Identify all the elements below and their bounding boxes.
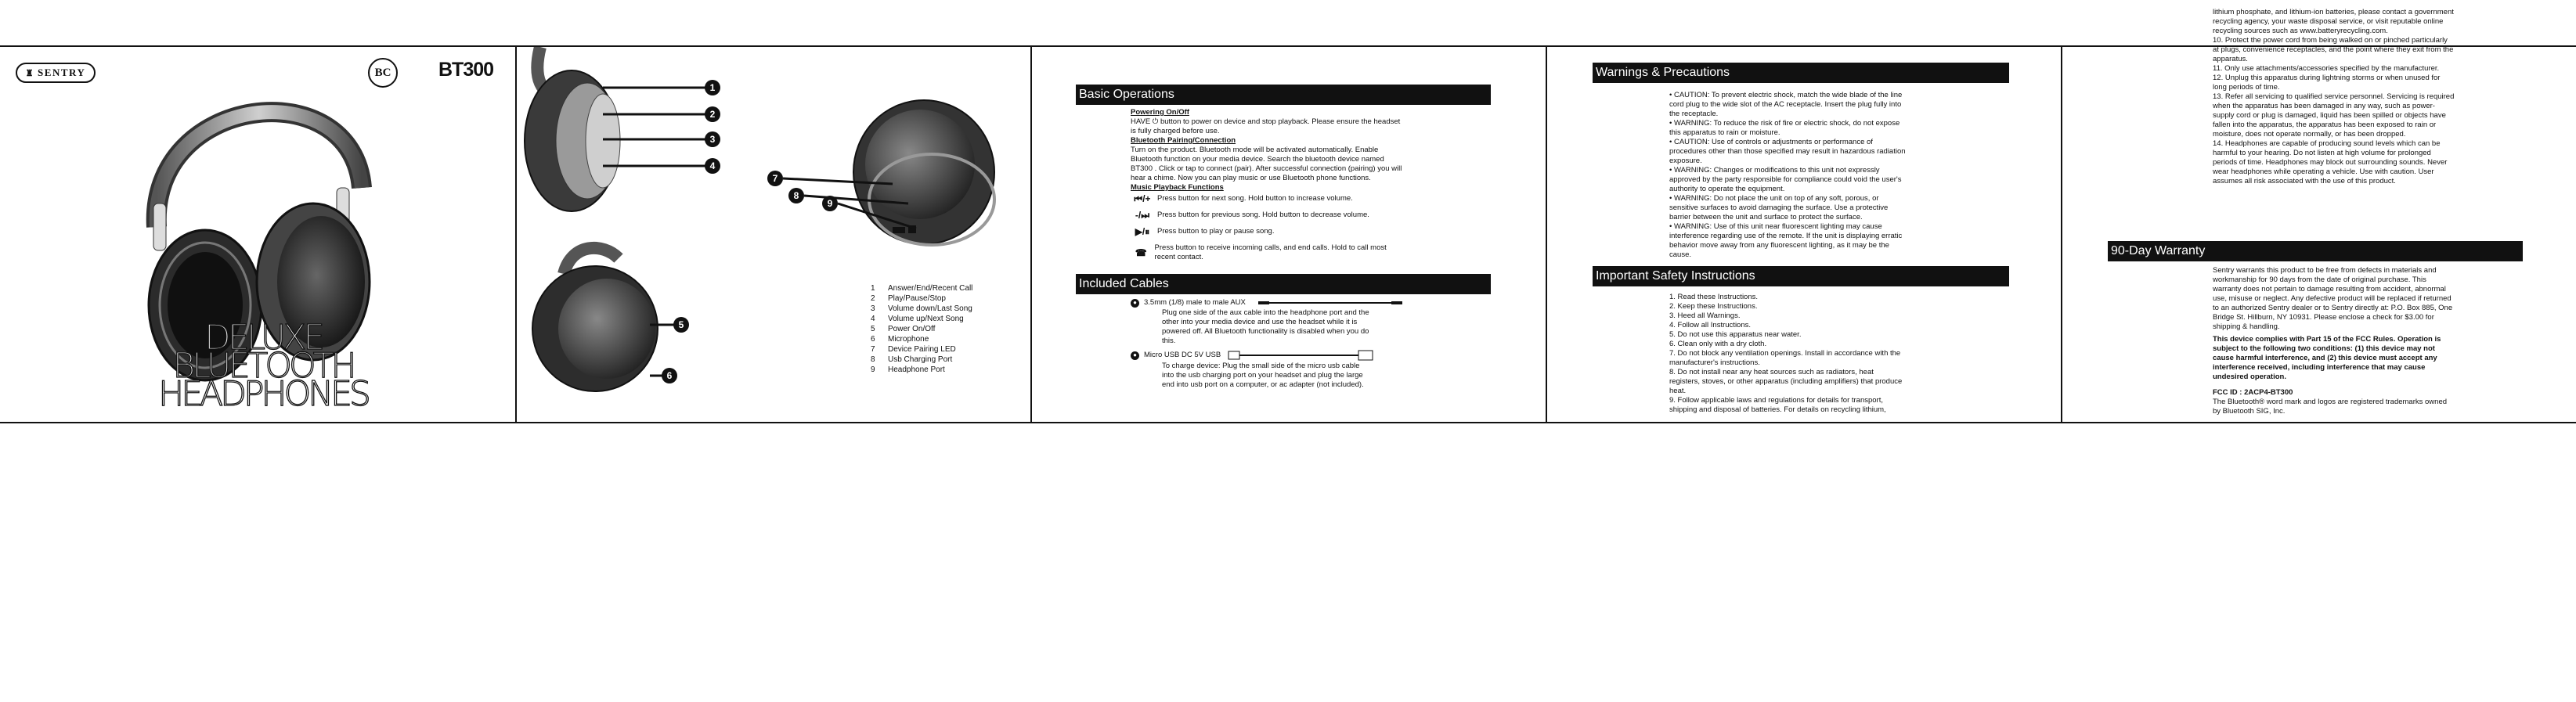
manual-sheet	[0, 8, 2576, 423]
legend-row	[871, 283, 972, 293]
aux-cable-text: Plug one side of the aux cable into the headphone port and the other into your media device and use the headset while it is powered off. All Bluetooth functionality is disabled when you do this.	[1162, 308, 1369, 345]
aux-cable-row	[1131, 297, 1428, 308]
callout-6	[662, 368, 677, 383]
safety-item: 2. Keep these Instructions.	[1669, 302, 1758, 311]
brand-mark-icon: ♜	[25, 68, 35, 78]
svg-text:4: 4	[709, 160, 716, 171]
next-volume-up-icon: ⏮/+	[1134, 193, 1151, 204]
safety-item: 14. Headphones are capable of producing sound levels which can be harmful to your hearing. Do not listen at high volume for prolonged periods of time. Headphones may block out surrounding sounds. Never wear headphones while operating a vehicle. Use with caution. User assumes all risk associated with the use of this product.	[2213, 139, 2448, 185]
pairing-subheading: Bluetooth Pairing/Connection	[1131, 136, 1236, 145]
warning-item: • WARNING: Changes or modifications to this unit not expressly approved by the party responsible for compliance could void the user's authority to operate the equipment.	[1669, 166, 1902, 193]
control-row	[1131, 194, 1405, 203]
svg-text:5: 5	[678, 319, 684, 330]
title-line-1: DELUXE	[204, 318, 323, 358]
fcc-id: FCC ID : 2ACP4-BT300	[2213, 388, 2293, 397]
legend-row	[871, 293, 972, 304]
safety-item: 1. Read these Instructions.	[1669, 293, 1759, 301]
warning-item: • WARNING: Do not place the unit on top of any soft, porous, or sensitive surfaces to avoid damaging the surface. Use a protective barrier between the unit and surface to protect the surface.	[1669, 194, 1889, 221]
basic-operations-heading: Basic Operations	[1076, 85, 1491, 105]
safety-item: 5. Do not use this apparatus near water.	[1669, 330, 1802, 339]
legend-num: 7	[871, 345, 875, 354]
safety-continued-body	[2213, 8, 2455, 186]
callout-8	[788, 188, 804, 203]
brand-name: SENTRY	[38, 67, 86, 78]
legend-label: Play/Pause/Stop	[888, 294, 946, 303]
control-row	[1131, 243, 1405, 262]
fold-line	[2061, 47, 2062, 422]
phone-icon: ☎	[1135, 247, 1147, 258]
cover-panel	[0, 47, 515, 422]
callout-7	[767, 171, 783, 186]
warning-item: • CAUTION: To prevent electric shock, match the wide blade of the line cord plug to the wide slot of the AC receptacle. Insert the plug fully into the receptacle.	[1669, 91, 1903, 118]
control-text: Press button for previous song. Hold button to decrease volume.	[1157, 211, 1369, 219]
svg-text:9: 9	[827, 198, 833, 209]
control-row	[1131, 227, 1405, 236]
legend-num: 6	[871, 335, 875, 344]
aux-cable-icon	[1250, 297, 1407, 308]
safety-item: 9. Follow applicable laws and regulations for details for transport, shipping and disposal of batteries. For details on recycling lithium,	[1669, 396, 1886, 414]
bullet-icon: ●	[1131, 351, 1139, 360]
legend-label: Device Pairing LED	[888, 345, 956, 354]
bullet-icon: ●	[1131, 299, 1139, 308]
legend-row	[871, 334, 972, 344]
pairing-text: Turn on the product. Bluetooth mode will be activated automatically. Enable Bluetooth function on your media device. Search the bluetooth device named BT300 . Click or tap to connect (pair). After successful connection (pairing) you will hear a chime. Now you can play music or use Bluetooth phone functions.	[1131, 146, 1402, 182]
legend-row	[871, 324, 972, 334]
aux-cable-label: 3.5mm (1/8) male to male AUX	[1144, 298, 1246, 307]
cables-body	[1131, 297, 1428, 390]
safety-body	[1669, 293, 1906, 415]
legend-row	[871, 344, 972, 355]
warning-item: • WARNING: To reduce the risk of fire or electric shock, do not expose this apparatus to rain or moisture.	[1669, 119, 1900, 137]
callout-4	[705, 158, 720, 174]
safety-item: 4. Follow all Instructions.	[1669, 321, 1752, 329]
previous-volume-down-icon: -/⏭	[1135, 210, 1150, 221]
safety-item: 11. Only use attachments/accessories specified by the manufacturer.	[2213, 64, 2440, 73]
trademark-notice: The Bluetooth® word mark and logos are registered trademarks owned by Bluetooth SIG, Inc.	[2213, 398, 2448, 416]
power-text: HAVE ⏻ button to power on device and stop playback. Please ensure the headset is fully charged before use.	[1131, 117, 1401, 135]
safety-item: 6. Clean only with a dry cloth.	[1669, 340, 1767, 348]
svg-text:8: 8	[793, 190, 799, 201]
legend-num: 1	[871, 284, 875, 293]
safety-item: 10. Protect the power cord from being walked on or pinched particularly at plugs, convenience receptacles, and the point where they exit from the apparatus.	[2213, 36, 2454, 63]
usb-cable-label: Micro USB DC 5V USB	[1144, 351, 1221, 359]
safety-item: 13. Refer all servicing to qualified service personnel. Servicing is required when the apparatus has been damaged in any way, such as power-supply cord or plug is damaged, liquid has been spilled or objects have fallen into the apparatus, the apparatus has been exposed to rain or moisture, does not operate normally, or has been dropped.	[2213, 92, 2455, 139]
warranty-heading: 90-Day Warranty	[2108, 241, 2523, 261]
callout-2	[705, 106, 720, 122]
legend-row	[871, 355, 972, 365]
callout-5	[673, 317, 689, 333]
safety-heading: Important Safety Instructions	[1593, 266, 2009, 286]
legend-num: 9	[871, 365, 875, 374]
legend-label: Volume up/Next Song	[888, 315, 964, 323]
warning-item: • CAUTION: Use of controls or adjustments or performance of procedures other than those specified may result in hazardous radiation exposure.	[1669, 138, 1906, 165]
fold-line	[1546, 47, 1547, 422]
model-number: BT300	[438, 59, 494, 81]
legend-num: 8	[871, 355, 875, 364]
svg-text:1: 1	[709, 82, 716, 93]
svg-text:3: 3	[709, 134, 716, 145]
music-subheading: Music Playback Functions	[1131, 183, 1224, 192]
safety-item: lithium phosphate, and lithium-ion batteries, please contact a government recycling agency, your waste disposal service, or visit reputable online recycling sources such as www.batteryrecycling.com.	[2213, 8, 2454, 35]
usb-cable-row	[1131, 349, 1428, 362]
legend-num: 3	[871, 304, 875, 313]
usb-cable-icon	[1225, 349, 1382, 362]
basic-operations-body	[1131, 108, 1405, 269]
svg-text:6: 6	[666, 370, 673, 381]
legend-label: Power On/Off	[888, 325, 936, 333]
legend-label: Usb Charging Port	[888, 355, 953, 364]
safety-item: 7. Do not block any ventilation openings. Install in accordance with the manufacturer's instructions.	[1669, 349, 1901, 367]
play-pause-icon: ▶/⏸	[1135, 226, 1150, 237]
warnings-body	[1669, 91, 1906, 260]
legend-row	[871, 314, 972, 324]
legend-row	[871, 304, 972, 314]
legend-num: 4	[871, 315, 875, 323]
callout-1	[705, 80, 720, 95]
usb-cable-text: To charge device: Plug the small side of the micro usb cable into the usb charging port on your headset and plug the large end into usb port on a computer, or ac adapter (not included).	[1162, 362, 1364, 389]
callout-3	[705, 131, 720, 147]
legend-label: Answer/End/Recent Call	[888, 284, 973, 293]
fcc-statement: This device complies with Part 15 of the FCC Rules. Operation is subject to the following two conditions: (1) this device may not cause harmful interference, and (2) this device must accept any interference received, including interference that may cause undesired operation.	[2213, 335, 2441, 381]
svg-text:7: 7	[772, 173, 778, 184]
title-line-2: BLUETOOTH	[172, 346, 354, 386]
legend-num: 2	[871, 294, 875, 303]
warranty-body	[2213, 266, 2455, 416]
warning-item: • WARNING: Use of this unit near fluorescent lighting may cause interference regarding use of the remote. If the unit is displaying erratic behavior move away from any fluorescent lighting, as it may be the cause.	[1669, 222, 1903, 259]
legend-label: Volume down/Last Song	[888, 304, 972, 313]
legend-row	[871, 365, 972, 375]
legend-num: 5	[871, 325, 875, 333]
parts-legend	[871, 283, 972, 375]
included-cables-heading: Included Cables	[1076, 274, 1491, 294]
safety-item: 3. Heed all Warnings.	[1669, 311, 1741, 320]
control-row	[1131, 211, 1405, 220]
svg-text:2: 2	[709, 109, 716, 120]
legend-label: Microphone	[888, 335, 929, 344]
fold-line	[1030, 47, 1032, 422]
legend-label: Headphone Port	[888, 365, 945, 374]
control-text: Press button to receive incoming calls, and end calls. Hold to call most recent contact.	[1154, 243, 1387, 261]
warnings-heading: Warnings & Precautions	[1593, 63, 2009, 83]
safety-item: 8. Do not install near any heat sources such as radiators, heat registers, stoves, or other apparatus (including amplifiers) that produce heat.	[1669, 368, 1903, 395]
safety-item: 12. Unplug this apparatus during lightning storms or when unused for long periods of time.	[2213, 74, 2441, 92]
callout-9	[822, 196, 838, 211]
warranty-text: Sentry warrants this product to be free from defects in materials and workmanship for 90 days from the date of original purchase. This warranty does not pertain to damage resulting from accident, abnormal use, misuse or neglect. Any defective product will be replaced if returned to an authorized Sentry dealer or to Sentry directly at: P.O. Box 885, One Bridge St. Hillburn, NY 10931. Please enclose a check for $3.00 for shipping & handling.	[2213, 266, 2453, 331]
control-text: Press button for next song. Hold button to increase volume.	[1157, 194, 1353, 203]
bc-badge: BC	[368, 58, 398, 88]
cover-title	[138, 318, 388, 414]
power-subheading: Powering On/Off	[1131, 108, 1189, 117]
title-line-3: HEADPHONES	[158, 374, 368, 414]
control-text: Press button to play or pause song.	[1157, 227, 1275, 236]
